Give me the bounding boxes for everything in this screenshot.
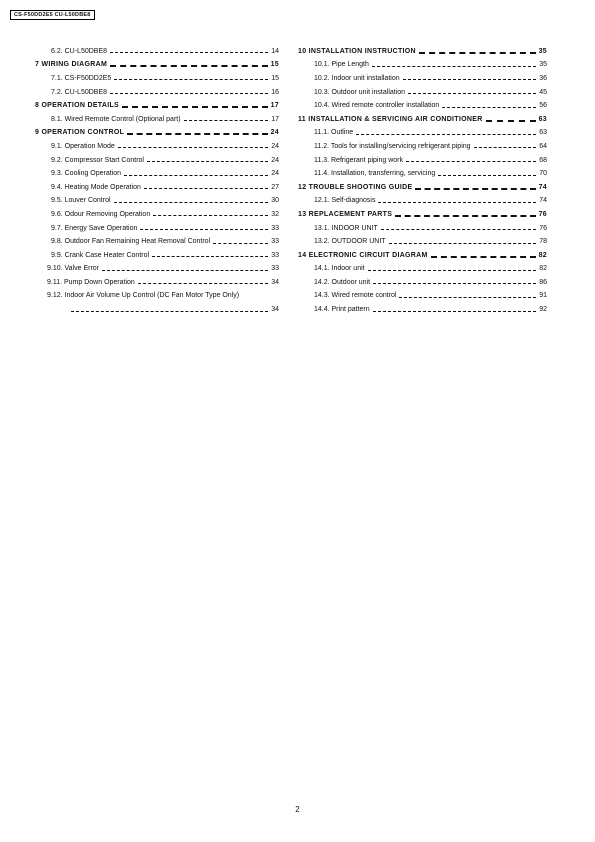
toc-entry-title: 14.2. Outdoor unit	[314, 278, 371, 286]
toc-dot-leader	[102, 270, 268, 271]
toc-entry-page: 17	[270, 102, 279, 110]
toc-entry-title: 9.6. Odour Removing Operation	[51, 210, 151, 218]
toc-entry-page: 30	[271, 197, 279, 205]
toc-dot-leader	[399, 297, 536, 298]
toc-entry-page: 76	[539, 224, 547, 232]
toc-entry-title: 14.1. Indoor unit	[314, 265, 365, 273]
toc-entry-page: 33	[271, 265, 279, 273]
toc-entry-page: 24	[271, 170, 279, 178]
toc-entry-title: 13.2. OUTDOOR UNIT	[314, 238, 386, 246]
toc-entry[interactable]	[298, 140, 547, 154]
toc-entry-title: 9.11. Pump Down Operation	[47, 278, 135, 286]
toc-entry-page: 24	[270, 129, 279, 137]
toc-dot-leader	[442, 107, 536, 108]
toc-entry-page: 70	[539, 170, 547, 178]
toc-dot-leader	[114, 202, 269, 203]
toc-entry-page: 15	[270, 61, 279, 69]
toc-dot-leader	[144, 188, 268, 189]
toc-entry-title: 11.4. Installation, transferring, servicing	[314, 170, 436, 178]
toc-dot-leader	[373, 311, 537, 312]
toc-column-left	[35, 45, 279, 317]
toc-entry-title: 9.2. Compressor Start Control	[51, 156, 144, 164]
toc-entry-title: 9.10. Valve Error	[47, 265, 100, 273]
toc-entry-title: 11 INSTALLATION & SERVICING AIR CONDITIONER	[298, 115, 483, 123]
page-number: 2	[295, 805, 300, 814]
toc-entry-title: 9.3. Cooling Operation	[51, 170, 122, 178]
toc-dot-leader	[408, 93, 536, 94]
toc-entry[interactable]	[298, 208, 547, 222]
toc-entry-page: 82	[538, 251, 547, 259]
toc-entry-page: 74	[538, 183, 547, 191]
toc-entry-title: 10.1. Pipe Length	[314, 61, 369, 69]
toc-entry[interactable]	[298, 127, 547, 141]
toc-entry-page: 56	[539, 102, 547, 110]
toc-entry-page: 32	[271, 210, 279, 218]
toc-entry-title: 14 ELECTRONIC CIRCUIT DIAGRAM	[298, 251, 428, 259]
toc-dot-leader	[110, 93, 268, 94]
toc-entry-title: 9.9. Crank Case Heater Control	[51, 251, 150, 259]
toc-entry-title: 11.2. Tools for installing/servicing refrigerant piping	[314, 142, 471, 150]
toc-entry-page: 76	[538, 210, 547, 218]
toc-entry[interactable]	[298, 290, 547, 304]
toc-entry-title: 9.4. Heating Mode Operation	[51, 183, 141, 191]
toc-entry-page: 63	[539, 129, 547, 137]
toc-entry-page: 15	[271, 74, 279, 82]
toc-entry[interactable]	[35, 99, 279, 113]
toc-dot-leader	[124, 175, 268, 176]
toc-entry-page: 78	[539, 238, 547, 246]
toc-entry-page: 74	[539, 197, 547, 205]
toc-dot-leader	[486, 120, 536, 122]
toc-entry[interactable]	[298, 45, 547, 59]
toc-dot-leader	[395, 215, 535, 217]
toc-entry[interactable]	[35, 303, 279, 317]
toc-entry-page: 27	[271, 183, 279, 191]
toc-entry[interactable]	[35, 222, 279, 236]
toc-entry-title: 14.4. Print pattern	[314, 306, 370, 314]
toc-entry-title: 12.1. Self-diagnosis	[314, 197, 376, 205]
toc-entry-title: 11.3. Refrigerant piping work	[314, 156, 403, 164]
toc-entry[interactable]	[298, 235, 547, 249]
toc-entry-title: 6.2. CU-L50DBE8	[51, 47, 108, 55]
toc-entry[interactable]	[298, 86, 547, 100]
toc-dot-leader	[389, 243, 537, 244]
toc-dot-leader	[147, 161, 268, 162]
toc-dot-leader	[213, 243, 268, 244]
toc-entry-page: 33	[271, 238, 279, 246]
toc-entry-title: 14.3. Wired remote control	[314, 292, 397, 300]
toc-entry[interactable]	[35, 208, 279, 222]
toc-dot-leader	[110, 65, 268, 67]
toc-entry-title: 13 REPLACEMENT PARTS	[298, 210, 393, 218]
toc-dot-leader	[378, 202, 536, 203]
toc-entry[interactable]	[298, 59, 547, 73]
toc-entry[interactable]	[298, 249, 547, 263]
toc-entry-page: 14	[271, 47, 279, 55]
toc-entry[interactable]	[35, 127, 279, 141]
toc-entry-page: 92	[539, 306, 547, 314]
toc-entry-title: 9 OPERATION CONTROL	[35, 129, 125, 137]
toc-entry[interactable]	[35, 72, 279, 86]
toc-entry-page: 35	[538, 47, 547, 55]
toc-entry-page: 82	[539, 265, 547, 273]
toc-dot-leader	[372, 66, 536, 67]
toc-entry[interactable]	[35, 154, 279, 168]
toc-dot-leader	[419, 52, 536, 54]
toc-entry[interactable]	[298, 195, 547, 209]
toc-entry-title: 7.1. CS-F50DD2E5	[51, 74, 112, 82]
toc-entry-title: 7 WIRING DIAGRAM	[35, 61, 108, 69]
toc-dot-leader	[438, 175, 536, 176]
toc-entry-page: 17	[271, 115, 279, 123]
toc-entry[interactable]	[298, 263, 547, 277]
toc-entry-title: 7.2. CU-L50DBE8	[51, 88, 108, 96]
toc-dot-leader	[127, 133, 267, 135]
toc-dot-leader	[474, 147, 537, 148]
toc-entry-title: 10.4. Wired remote controller installation	[314, 102, 440, 110]
toc-entry-title: 10 INSTALLATION INSTRUCTION	[298, 47, 416, 55]
toc-dot-leader	[381, 229, 536, 230]
toc-entry-title: 10.3. Outdoor unit installation	[314, 88, 406, 96]
toc-entry[interactable]	[298, 167, 547, 181]
toc-entry-title: 13.1. INDOOR UNIT	[314, 224, 378, 232]
toc-entry-title: 9.12. Indoor Air Volume Up Control (DC Fan Motor Type Only)	[47, 292, 240, 300]
toc-entry-title: 9.1. Operation Mode	[51, 142, 115, 150]
toc-dot-leader	[122, 106, 268, 108]
toc-entry[interactable]	[35, 195, 279, 209]
toc-entry[interactable]	[35, 59, 279, 73]
toc-entry-page: 34	[271, 306, 279, 314]
toc-dot-leader	[118, 147, 268, 148]
toc-entry-page: 64	[539, 142, 547, 150]
toc-entry[interactable]	[298, 154, 547, 168]
toc-dot-leader	[415, 188, 535, 190]
toc-entry-title: 9.7. Energy Save Operation	[51, 224, 138, 232]
toc-entry-page: 33	[271, 224, 279, 232]
toc-entry-title: 9.5. Louver Control	[51, 197, 111, 205]
toc-entry[interactable]	[298, 181, 547, 195]
toc-dot-leader	[373, 283, 536, 284]
toc-dot-leader	[114, 79, 268, 80]
toc-entry[interactable]	[35, 290, 279, 304]
toc-dot-leader	[152, 256, 268, 257]
toc-entry[interactable]	[35, 249, 279, 263]
toc-entry[interactable]	[35, 45, 279, 59]
toc-entry-page: 34	[271, 278, 279, 286]
toc-entry[interactable]	[298, 222, 547, 236]
toc-entry[interactable]	[298, 72, 547, 86]
toc-entry[interactable]	[35, 235, 279, 249]
toc-dot-leader	[368, 270, 537, 271]
toc-entry[interactable]	[298, 113, 547, 127]
toc-entry-page: 63	[538, 115, 547, 123]
toc-entry-page: 24	[271, 156, 279, 164]
toc-entry[interactable]	[35, 263, 279, 277]
toc-entry[interactable]	[35, 140, 279, 154]
toc-entry[interactable]	[35, 181, 279, 195]
toc-column-right	[298, 45, 547, 317]
toc-entry-title: 8 OPERATION DETAILS	[35, 102, 120, 110]
toc-entry-title: 8.1. Wired Remote Control (Optional part)	[51, 115, 181, 123]
toc-entry-page: 16	[271, 88, 279, 96]
toc-entry-title: 9.8. Outdoor Fan Remaining Heat Removal Control	[51, 238, 211, 246]
toc-entry-page: 24	[271, 142, 279, 150]
toc-entry[interactable]	[298, 276, 547, 290]
toc-entry-page: 35	[539, 61, 547, 69]
toc-entry-page: 91	[539, 292, 547, 300]
toc-entry[interactable]	[298, 99, 547, 113]
toc-dot-leader	[431, 256, 536, 258]
toc-entry-page: 68	[539, 156, 547, 164]
toc-dot-leader	[140, 229, 268, 230]
toc-dot-leader	[406, 161, 536, 162]
toc-dot-leader	[71, 311, 268, 312]
toc-dot-leader	[184, 120, 269, 121]
toc-entry-page: 86	[539, 278, 547, 286]
toc-entry[interactable]	[35, 167, 279, 181]
toc-entry[interactable]	[35, 86, 279, 100]
toc-entry-page: 45	[539, 88, 547, 96]
toc-entry[interactable]	[298, 303, 547, 317]
toc-entry-title: 12 TROUBLE SHOOTING GUIDE	[298, 183, 413, 191]
toc-dot-leader	[153, 215, 268, 216]
toc-entry-title: 10.2. Indoor unit installation	[314, 74, 400, 82]
toc-entry-page: 36	[539, 74, 547, 82]
toc-dot-leader	[356, 134, 536, 135]
toc-entry-page: 33	[271, 251, 279, 259]
toc-dot-leader	[138, 283, 268, 284]
toc-dot-leader	[403, 79, 537, 80]
toc-entry-title: 11.1. Outline	[314, 129, 354, 137]
model-label: CS-F50DD2E5 CU-L50DBE8	[10, 10, 95, 20]
toc-dot-leader	[110, 52, 268, 53]
toc-entry[interactable]	[35, 113, 279, 127]
toc-entry[interactable]	[35, 276, 279, 290]
